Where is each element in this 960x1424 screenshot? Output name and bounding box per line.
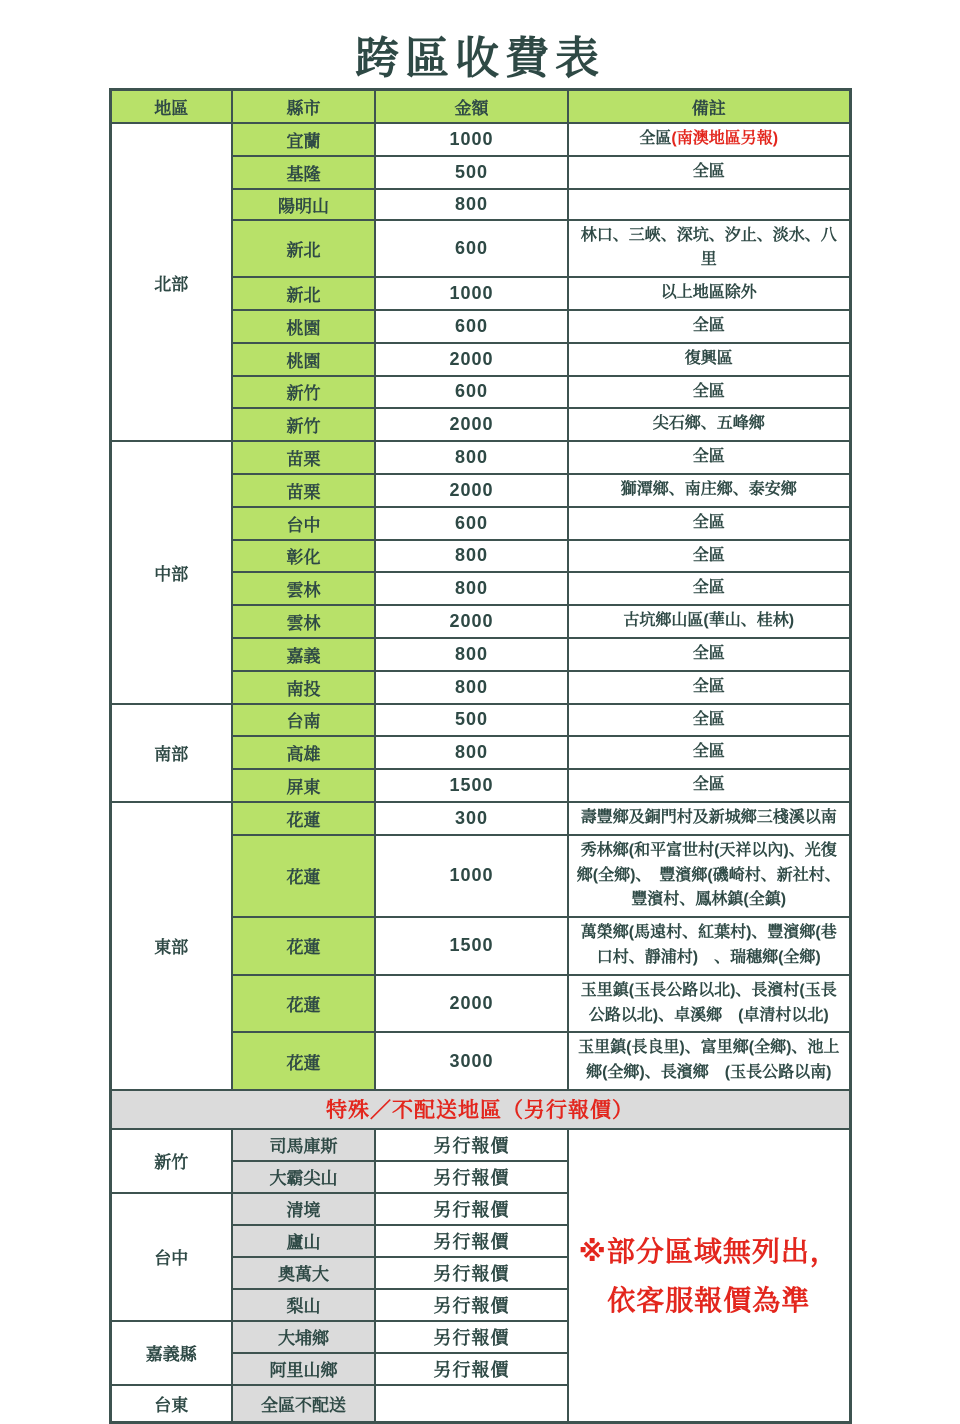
amount-cell: 1000 — [375, 277, 568, 310]
note-cell — [568, 441, 850, 474]
note-text: 全區 — [692, 644, 725, 662]
amount-cell: 500 — [375, 704, 568, 737]
region-cell: 嘉義縣 — [110, 1321, 232, 1385]
note-cell — [568, 975, 850, 1033]
county-cell: 梨山 — [232, 1289, 375, 1321]
county-cell: 台中 — [232, 507, 375, 540]
header-note: 備註 — [568, 90, 850, 124]
amount-cell: 1000 — [375, 835, 568, 917]
amount-cell: 另行報價 — [375, 1193, 568, 1225]
note-cell — [568, 277, 850, 310]
header-row — [110, 90, 850, 124]
note-text: 全區 — [692, 743, 725, 761]
note-text: 全區 — [692, 316, 725, 334]
note-text: 全區 — [692, 579, 725, 597]
county-cell: 苗栗 — [232, 441, 375, 474]
amount-cell: 800 — [375, 572, 568, 605]
note-cell — [568, 540, 850, 573]
note-text: 壽豐鄉及銅門村及新城鄉三棧溪以南 — [580, 808, 837, 826]
note-text: 復興區 — [684, 349, 733, 367]
amount-cell: 800 — [375, 671, 568, 704]
note-cell — [568, 220, 850, 278]
fee-table-header — [110, 90, 850, 124]
amount-cell: 300 — [375, 802, 568, 835]
note-text: 全區 — [692, 382, 725, 400]
note-cell — [568, 123, 850, 156]
county-cell: 新竹 — [232, 408, 375, 441]
region-cell: 中部 — [110, 441, 232, 703]
note-text: 秀林鄉(和平富世村(天祥以內)、光復鄉(全鄉)、 豐濱鄉(磯崎村、新社村、豐濱村、鳳林鎮(全鎮) — [576, 841, 841, 909]
table-row — [110, 1090, 850, 1129]
amount-cell: 另行報價 — [375, 1257, 568, 1289]
region-cell: 台東 — [110, 1385, 232, 1423]
region-cell: 東部 — [110, 802, 232, 1090]
amount-cell: 800 — [375, 540, 568, 573]
amount-cell: 800 — [375, 736, 568, 769]
note-cell — [568, 769, 850, 802]
table-row — [110, 441, 850, 474]
county-cell: 屏東 — [232, 769, 375, 802]
amount-cell: 1500 — [375, 769, 568, 802]
amount-cell: 2000 — [375, 343, 568, 376]
note-text: 尖石鄉、五峰鄉 — [652, 415, 765, 433]
amount-cell: 2000 — [375, 975, 568, 1033]
note-text: 全區 — [692, 677, 725, 695]
county-cell: 清境 — [232, 1193, 375, 1225]
note-text: 全區 — [692, 162, 725, 180]
county-cell: 廬山 — [232, 1225, 375, 1257]
note-text: 全區 — [692, 546, 725, 564]
note-cell — [568, 376, 850, 409]
note-text: 古坑鄉山區(華山、桂林) — [623, 612, 795, 630]
county-cell: 大霸尖山 — [232, 1161, 375, 1193]
county-cell: 花蓮 — [232, 1032, 375, 1090]
note-text: 林口、三峽、深坑、汐止、淡水、八里 — [580, 226, 837, 269]
note-cell — [568, 917, 850, 975]
amount-cell: 800 — [375, 189, 568, 220]
county-cell: 苗栗 — [232, 474, 375, 507]
county-cell: 大埔鄉 — [232, 1321, 375, 1353]
note-cell — [568, 156, 850, 189]
note-cell — [568, 189, 850, 220]
note-text: 獅潭鄉、南庄鄉、泰安鄉 — [620, 480, 797, 498]
amount-cell: 2000 — [375, 408, 568, 441]
amount-cell: 另行報價 — [375, 1353, 568, 1385]
county-cell: 花蓮 — [232, 835, 375, 917]
region-cell: 北部 — [110, 123, 232, 441]
note-cell — [568, 736, 850, 769]
amount-cell — [375, 1385, 568, 1423]
special-note — [568, 1129, 850, 1423]
special-note-line: 依客服報價為準 — [607, 1284, 811, 1316]
note-text: 全區 — [639, 130, 672, 147]
fee-table — [109, 88, 852, 1424]
amount-cell: 2000 — [375, 605, 568, 638]
county-cell: 花蓮 — [232, 917, 375, 975]
amount-cell: 另行報價 — [375, 1161, 568, 1193]
note-cell — [568, 572, 850, 605]
amount-cell: 500 — [375, 156, 568, 189]
county-cell: 台南 — [232, 704, 375, 737]
region-cell: 南部 — [110, 704, 232, 802]
amount-cell: 1000 — [375, 123, 568, 156]
note-text: 玉里鎮(長良里)、富里鄉(全鄉)、池上鄉(全鄉)、長濱鄉 (玉長公路以南) — [578, 1039, 840, 1082]
county-cell: 新北 — [232, 277, 375, 310]
county-cell: 彰化 — [232, 540, 375, 573]
county-cell: 阿里山鄉 — [232, 1353, 375, 1385]
amount-cell: 另行報價 — [375, 1225, 568, 1257]
note-cell — [568, 704, 850, 737]
note-cell — [568, 507, 850, 540]
amount-cell: 1500 — [375, 917, 568, 975]
county-cell: 嘉義 — [232, 638, 375, 671]
county-cell: 新竹 — [232, 376, 375, 409]
amount-cell: 800 — [375, 638, 568, 671]
note-text: 全區 — [692, 710, 725, 728]
note-text: 玉里鎮(玉長公路以北)、長濱村(玉長公路以北)、卓溪鄉 (卓清村以北) — [580, 981, 837, 1024]
amount-cell: 另行報價 — [375, 1321, 568, 1353]
fee-table-body — [110, 123, 850, 1423]
amount-cell: 另行報價 — [375, 1129, 568, 1161]
amount-cell: 另行報價 — [375, 1289, 568, 1321]
note-cell — [568, 343, 850, 376]
county-cell: 奧萬大 — [232, 1257, 375, 1289]
county-cell: 桃園 — [232, 310, 375, 343]
amount-cell: 800 — [375, 441, 568, 474]
region-cell: 台中 — [110, 1193, 232, 1321]
note-cell — [568, 310, 850, 343]
county-cell: 桃園 — [232, 343, 375, 376]
county-cell: 花蓮 — [232, 975, 375, 1033]
note-text: 全區 — [692, 776, 725, 794]
county-cell: 新北 — [232, 220, 375, 278]
table-row — [110, 704, 850, 737]
county-cell: 宜蘭 — [232, 123, 375, 156]
county-cell: 雲林 — [232, 572, 375, 605]
header-county: 縣市 — [232, 90, 375, 124]
amount-cell: 600 — [375, 376, 568, 409]
amount-cell: 3000 — [375, 1032, 568, 1090]
amount-cell: 2000 — [375, 474, 568, 507]
county-cell: 陽明山 — [232, 189, 375, 220]
note-cell — [568, 474, 850, 507]
county-cell: 花蓮 — [232, 802, 375, 835]
amount-cell: 600 — [375, 507, 568, 540]
table-row — [110, 123, 850, 156]
note-cell — [568, 835, 850, 917]
amount-cell: 600 — [375, 310, 568, 343]
note-cell — [568, 802, 850, 835]
note-cell — [568, 638, 850, 671]
county-cell: 南投 — [232, 671, 375, 704]
header-amount: 金額 — [375, 90, 568, 124]
note-text-red: (南澳地區另報) — [671, 130, 779, 147]
special-note-line: ※部分區域無列出， — [578, 1235, 839, 1267]
note-text: 萬榮鄉(馬遠村、紅葉村)、豐濱鄉(巷口村、靜浦村) 、瑞穗鄉(全鄉) — [580, 924, 837, 966]
note-cell — [568, 605, 850, 638]
amount-cell: 600 — [375, 220, 568, 278]
county-cell: 雲林 — [232, 605, 375, 638]
note-cell — [568, 671, 850, 704]
county-cell: 基隆 — [232, 156, 375, 189]
region-cell: 新竹 — [110, 1129, 232, 1193]
county-cell: 高雄 — [232, 736, 375, 769]
special-section-banner: 特殊／不配送地區（另行報價） — [110, 1090, 850, 1129]
header-region: 地區 — [110, 90, 232, 124]
note-cell — [568, 408, 850, 441]
table-row — [110, 802, 850, 835]
note-text: 全區 — [692, 513, 725, 531]
county-cell: 全區不配送 — [232, 1385, 375, 1423]
table-row — [110, 1129, 850, 1161]
page-title: 跨區收費表 — [355, 34, 605, 83]
note-text: 全區 — [692, 448, 725, 466]
note-text: 以上地區除外 — [660, 284, 757, 302]
note-cell — [568, 1032, 850, 1090]
county-cell: 司馬庫斯 — [232, 1129, 375, 1161]
